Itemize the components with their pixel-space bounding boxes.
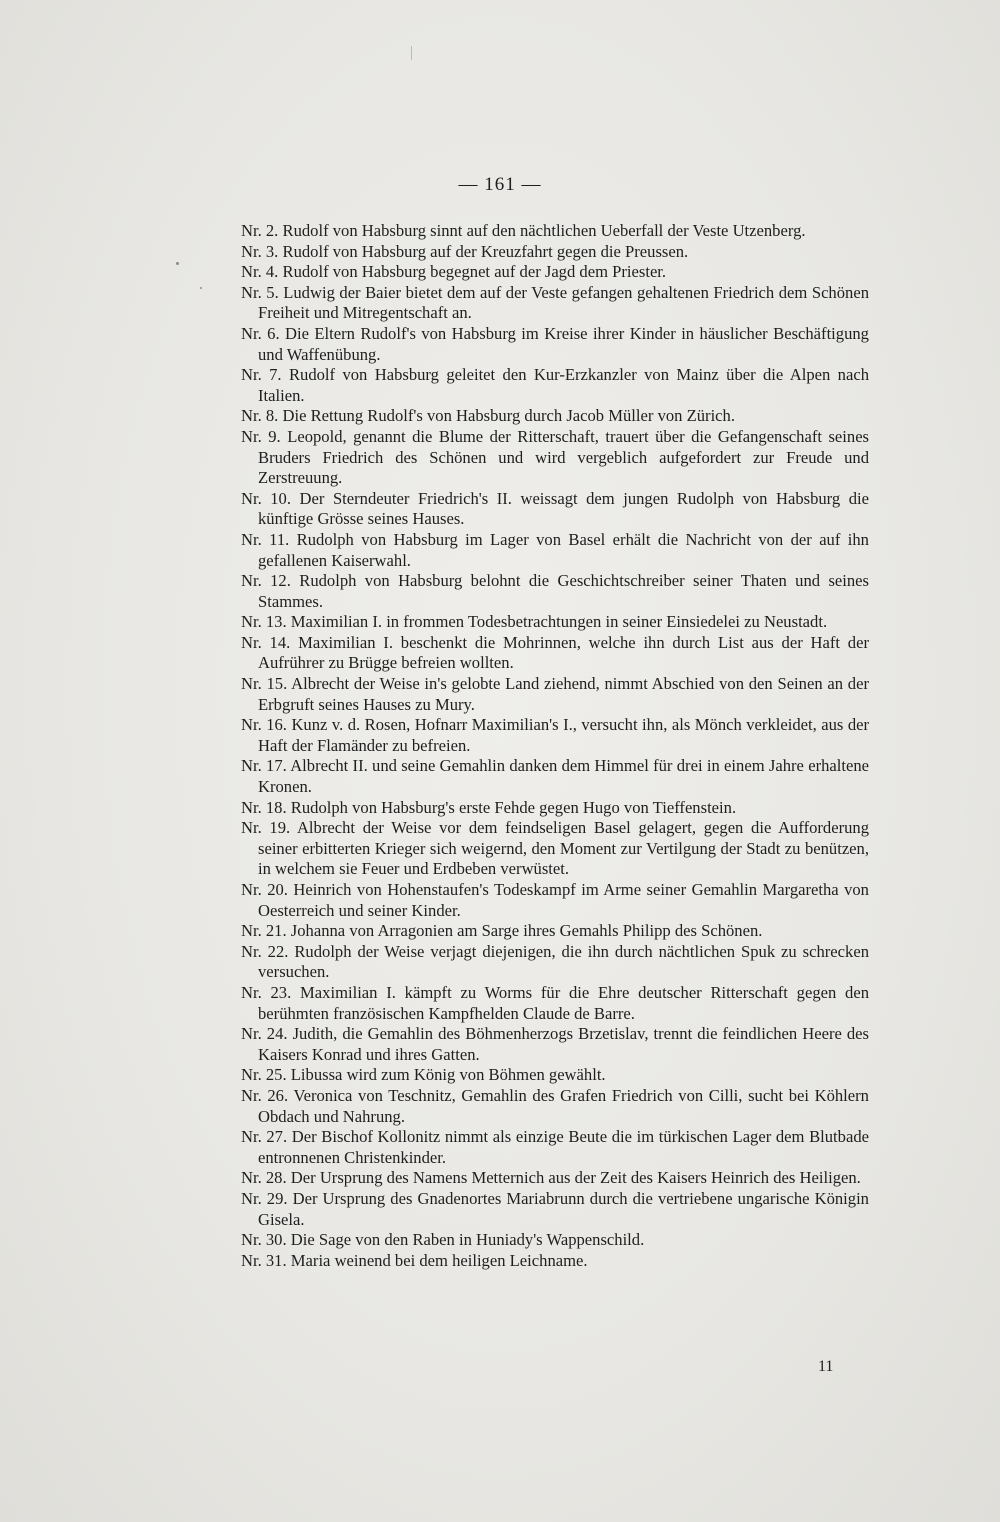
list-item <box>241 1189 869 1230</box>
entry-text: Rudolph von Habsburg's erste Fehde gegen Hugo von Tieffenstein. <box>290 797 737 817</box>
entry-number: Nr. 18. <box>241 797 287 817</box>
list-item <box>241 489 869 530</box>
entry-text: Maximilian I. in frommen Todesbetrachtungen in seiner Einsiedelei zu Neustadt. <box>290 612 828 632</box>
list-item <box>241 571 869 612</box>
entry-text: Die Eltern Rudolf's von Habsburg im Kreise ihrer Kinder in häuslicher Beschäftigung und Waffenübung. <box>258 323 869 364</box>
entry-text: Rudolph von Habsburg belohnt die Geschichtschreiber seiner Thaten und seines Stammes. <box>258 571 869 611</box>
list-item <box>241 715 869 756</box>
entry-text: Der Ursprung des Gnadenortes Mariabrunn durch die vertriebene ungarische Königin Gisela. <box>258 1188 869 1229</box>
entry-number: Nr. 12. <box>241 571 291 591</box>
entry-text: Die Sage von den Raben in Huniady's Wappenschild. <box>290 1230 645 1250</box>
list-item <box>241 633 869 674</box>
entry-text: Rudolph der Weise verjagt diejenigen, die ihn durch nächtlichen Spuk zu schrecken versuchen. <box>258 941 869 982</box>
entry-number: Nr. 13. <box>241 612 287 632</box>
entry-text: Maximilian I. beschenkt die Mohrinnen, welche ihn durch List aus der Haft der Aufrührer zu Brügge befreien wollten. <box>258 632 869 673</box>
entry-text: Ludwig der Baier bietet dem auf der Veste gefangen gehaltenen Friedrich dem Schönen Freiheit und Mitregentschaft an. <box>258 282 869 323</box>
entry-number: Nr. 9. <box>241 426 281 446</box>
entry-text: Rudolf von Habsburg auf der Kreuzfahrt gegen die Preussen. <box>282 241 689 261</box>
list-item <box>241 324 869 365</box>
list-item <box>241 942 869 983</box>
entry-text: Kunz v. d. Rosen, Hofnarr Maximilian's I., versucht ihn, als Mönch verkleidet, aus der Haft der Flamänder zu befreien. <box>258 715 870 755</box>
entry-text: Die Rettung Rudolf's von Habsburg durch Jacob Müller von Zürich. <box>282 406 735 426</box>
entry-number: Nr. 10. <box>241 488 292 508</box>
entry-text: Leopold, genannt die Blume der Ritterschaft, trauert über die Gefangenschaft seines Bruders Friedrich des Schönen und wird vergeblich aufgefordert zur Freude und Zerstreuung. <box>258 426 870 488</box>
list-item <box>241 242 869 263</box>
list-item <box>241 262 869 283</box>
entry-number: Nr. 21. <box>241 921 287 941</box>
list-item <box>241 530 869 571</box>
entry-text: Maria weinend bei dem heiligen Leichname. <box>290 1250 588 1270</box>
entry-number: Nr. 14. <box>241 632 291 652</box>
list-item <box>241 1251 869 1272</box>
entry-text: Albrecht II. und seine Gemahlin danken dem Himmel für drei in einem Jahre erhaltene Kronen. <box>258 756 870 797</box>
paper-speck <box>411 46 412 60</box>
list-item <box>241 427 869 489</box>
entry-text: Der Bischof Kollonitz nimmt als einzige Beute die im türkischen Lager dem Blutbade entronnenen Christenkinder. <box>258 1127 869 1167</box>
list-item <box>241 406 869 427</box>
entry-text: Libussa wird zum König von Böhmen gewählt. <box>290 1065 606 1085</box>
list-item <box>241 818 869 880</box>
entry-text: Albrecht der Weise vor dem feindseligen Basel gelagert, gegen die Aufforderung seiner erbitterten Krieger sich weigernd, den Moment zur Vertilgung der Stadt zu benützen, in welchem sie Feuer und Erdbeben verwüstet. <box>258 818 870 879</box>
entry-number: Nr. 24. <box>241 1024 288 1044</box>
entry-text: Albrecht der Weise in's gelobte Land ziehend, nimmt Abschied von den Seinen an der Erbgruft seines Hauses zu Mury. <box>258 674 869 714</box>
signature-mark: 11 <box>818 1358 834 1375</box>
entry-number: Nr. 8. <box>241 406 279 426</box>
list-item <box>241 283 869 324</box>
entry-number: Nr. 3. <box>241 241 279 261</box>
list-item <box>241 1230 869 1251</box>
entry-number: Nr. 7. <box>241 365 282 385</box>
list-item <box>241 983 869 1024</box>
entry-text: Rudolf von Habsburg geleitet den Kur-Erzkanzler von Mainz über die Alpen nach Italien. <box>258 365 870 405</box>
entry-text: Rudolf von Habsburg begegnet auf der Jagd dem Priester. <box>282 262 667 282</box>
entry-text: Veronica von Teschnitz, Gemahlin des Grafen Friedrich von Cilli, sucht bei Köhlern Obdach und Nahrung. <box>258 1085 869 1126</box>
entry-text: Maximilian I. kämpft zu Worms für die Ehre deutscher Ritterschaft gegen den berühmten französischen Kampfhelden Claude de Barre. <box>258 982 870 1023</box>
entry-text: Der Ursprung des Namens Metternich aus der Zeit des Kaisers Heinrich des Heiligen. <box>290 1168 861 1188</box>
list-item <box>241 1086 869 1127</box>
paper-speck <box>200 287 202 289</box>
entry-text: Der Sterndeuter Friedrich's II. weissagt dem jungen Rudolph von Habsburg die künftige Grösse seines Hauses. <box>258 488 869 529</box>
entry-number: Nr. 2. <box>241 221 279 240</box>
entry-number: Nr. 6. <box>241 323 280 343</box>
entry-list <box>241 221 869 1271</box>
list-item <box>241 798 869 819</box>
entry-number: Nr. 19. <box>241 818 291 838</box>
list-item <box>241 1024 869 1065</box>
list-item <box>241 1168 869 1189</box>
list-item <box>241 674 869 715</box>
entry-number: Nr. 17. <box>241 756 287 776</box>
list-item <box>241 221 869 242</box>
entry-text: Rudolf von Habsburg sinnt auf den nächtlichen Ueberfall der Veste Utzenberg. <box>282 221 806 240</box>
entry-number: Nr. 31. <box>241 1250 287 1270</box>
entry-number: Nr. 29. <box>241 1188 288 1208</box>
entry-number: Nr. 28. <box>241 1168 287 1188</box>
entry-text: Johanna von Arragonien am Sarge ihres Gemahls Philipp des Schönen. <box>290 921 763 941</box>
entry-number: Nr. 5. <box>241 282 279 302</box>
entry-number: Nr. 20. <box>241 880 288 899</box>
list-item <box>241 1065 869 1086</box>
entry-number: Nr. 27. <box>241 1127 288 1147</box>
list-item <box>241 365 869 406</box>
list-item <box>241 756 869 797</box>
list-item <box>241 921 869 942</box>
entry-number: Nr. 22. <box>241 941 289 961</box>
entry-number: Nr. 16. <box>241 715 287 735</box>
list-item <box>241 880 869 921</box>
list-item <box>241 1127 869 1168</box>
page-number: — 161 — <box>458 174 542 195</box>
entry-text: Rudolph von Habsburg im Lager von Basel erhält die Nachricht von der auf ihn gefallenen Kaiserwahl. <box>258 529 869 570</box>
entry-number: Nr. 4. <box>241 262 279 282</box>
list-item <box>241 612 869 633</box>
entry-number: Nr. 11. <box>241 529 290 549</box>
entry-text: Heinrich von Hohenstaufen's Todeskampf im Arme seiner Gemahlin Margaretha von Oesterreich und seiner Kinder. <box>258 880 869 920</box>
entry-number: Nr. 30. <box>241 1230 287 1250</box>
entry-number: Nr. 25. <box>241 1065 287 1085</box>
entry-number: Nr. 15. <box>241 674 288 694</box>
entry-number: Nr. 26. <box>241 1085 289 1105</box>
paper-speck <box>176 262 179 265</box>
entry-text: Judith, die Gemahlin des Böhmenherzogs Brzetislav, trennt die feindlichen Heere des Kaisers Konrad und ihres Gatten. <box>258 1024 869 1064</box>
entry-number: Nr. 23. <box>241 982 292 1002</box>
